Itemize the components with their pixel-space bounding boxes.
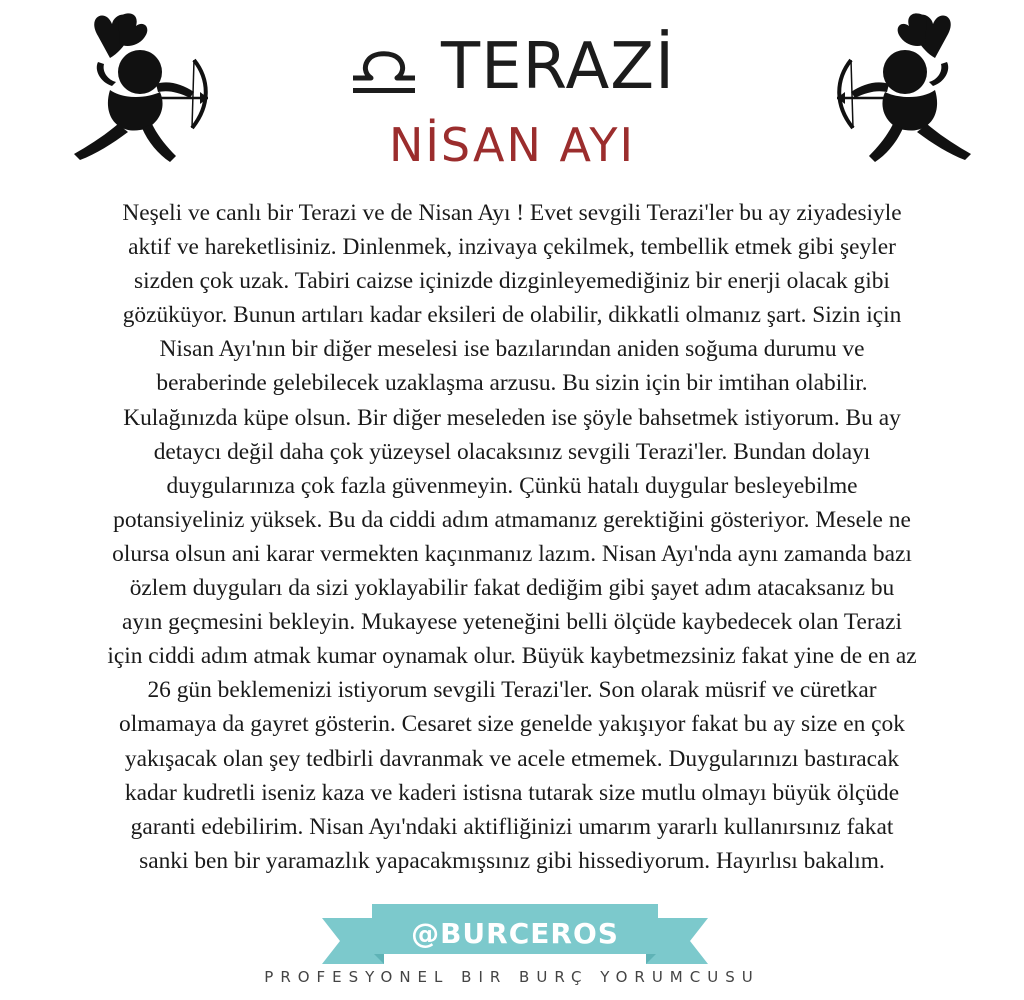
handle-banner[interactable] (322, 904, 708, 964)
handle-text: @BURCEROS (411, 917, 619, 950)
text-line: detaycı değil daha çok yüzeysel olacaksınız sevgili Terazi'ler. Bundan dolayı (153, 438, 871, 465)
text-line: kadar kudretli iseniz kaza ve kaderi istisna tutarak size mutlu olmayı büyük ölçüde (124, 779, 900, 806)
text-line: olmamaya da gayret gösterin. Cesaret size genelde yakışıyor fakat bu ay size en çok (119, 711, 905, 738)
text-line: gözüküyor. Bunun artıları kadar eksileri de olabilir, dikkatli olmanız şart. Sizin için (122, 302, 902, 329)
text-line: sanki ben bir yaramazlık yapacakmışsınız gibi hissediyorum. Hayırlısı bakalım. (139, 847, 885, 874)
text-line: özlem duyguları da sizi yoklayabilir fakat dediğim gibi şayet adım atacaksanız bu (129, 575, 895, 602)
tagline: PROFESYONEL BIR BURÇ YORUMCUSU (264, 968, 760, 986)
text-line: 26 gün beklemenizi istiyorum sevgili Terazi'ler. Son olarak müsrif ve cüretkar (147, 677, 877, 704)
title-row (0, 22, 1024, 112)
horoscope-text (36, 196, 988, 878)
libra-icon (349, 48, 419, 98)
text-line: Neşeli ve canlı bir Terazi ve de Nisan Ayı ! Evet sevgili Terazi'ler bu ay ziyadesiyle (122, 200, 902, 226)
text-line: için ciddi adım atmak kumar oynamak olur. Büyük kaybetmezsiniz fakat yine de en az (107, 643, 917, 670)
header (0, 22, 1024, 172)
text-line: beraberinde gelebilecek uzaklaşma arzusu. Bu sizin için bir imtihan olabilir. (156, 370, 868, 397)
text-line: Kulağınızda küpe olsun. Bir diğer meseleden ise şöyle bahsetmek istiyorum. Bu ay (123, 404, 901, 431)
text-line: duygularınıza çok fazla güvenmeyin. Çünkü hatalı duygular besleyebilme (166, 472, 858, 499)
text-line: garanti edebilirim. Nisan Ayı'ndaki aktifliğinizi umarım yararlı kullanırsınız fakat (130, 813, 894, 840)
month-title: NİSAN AYI (388, 118, 636, 172)
text-line: sizden çok uzak. Tabiri caizse içinizde dizginleyemediğiniz bir enerji olacak gibi (134, 268, 890, 295)
text-line: Nisan Ayı'nın bir diğer meselesi ise bazılarından aniden soğuma durumu ve (159, 336, 865, 363)
text-line: potansiyeliniz yüksek. Bu da ciddi adım atmamanız gerektiğini gösteriyor. Mesele ne (113, 506, 911, 533)
sign-title: TERAZİ (441, 30, 675, 104)
text-line: olursa olsun ani karar vermekten kaçınmanız lazım. Nisan Ayı'nda aynı zamanda bazı (112, 540, 912, 567)
text-line: aktif ve hareketlisiniz. Dinlenmek, inzivaya çekilmek, tembellik etmek gibi şeyler (128, 234, 896, 261)
text-line: ayın geçmesini bekleyin. Mukayese yeteneğini belli ölçüde kaybedecek olan Terazi (122, 609, 902, 636)
text-line: yakışacak olan şey tedbirli davranmak ve acele etmemek. Duygularınızı bastıracak (124, 745, 900, 772)
